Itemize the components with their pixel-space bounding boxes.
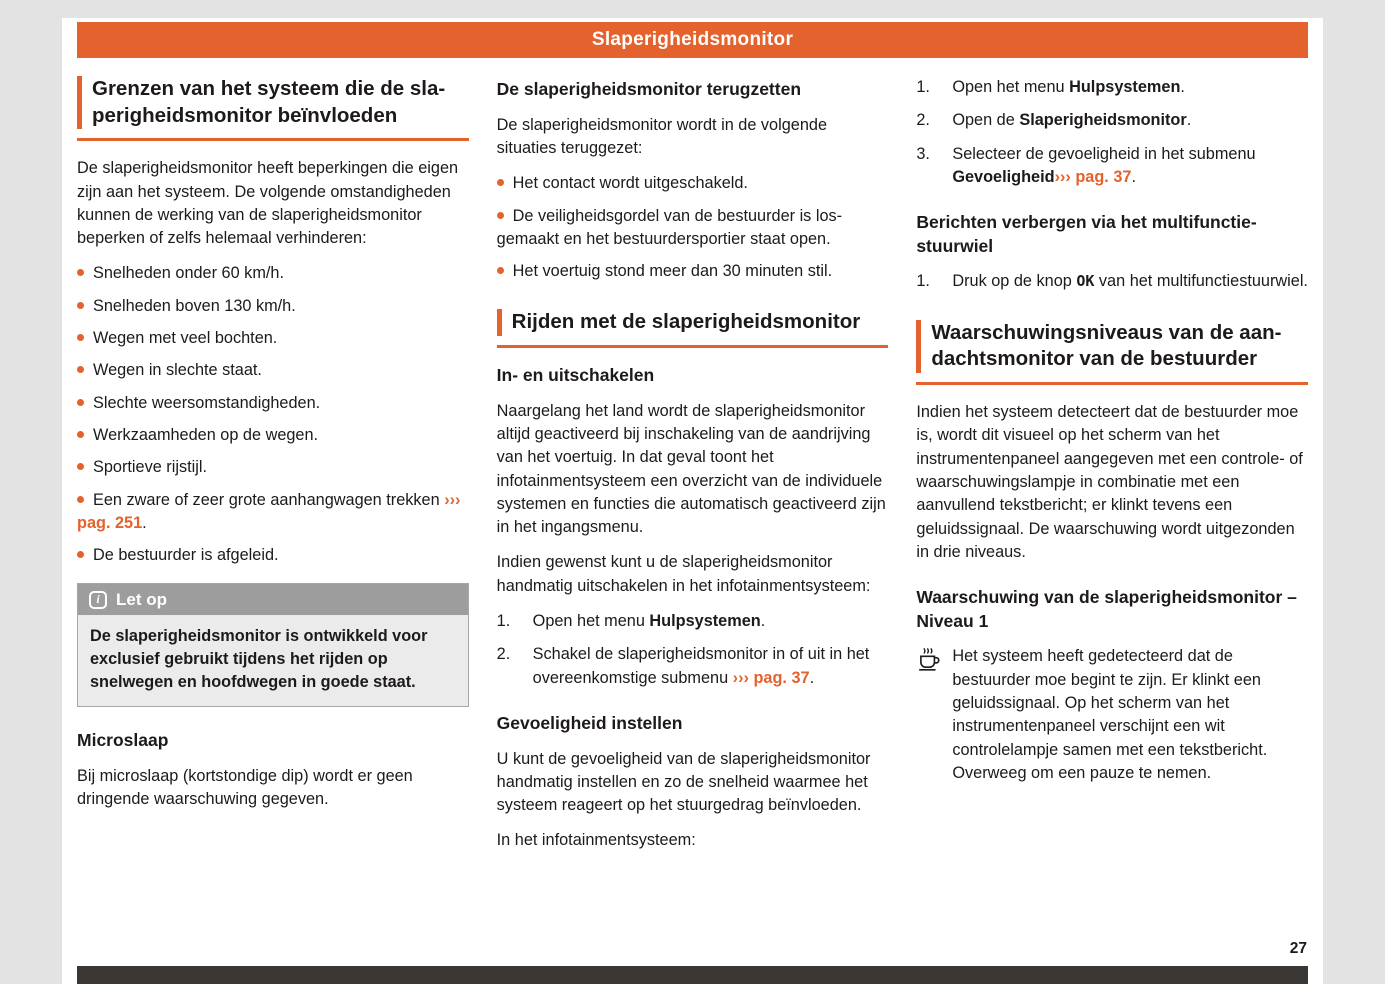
list-item <box>77 327 469 350</box>
coffee-cup-icon <box>916 646 942 672</box>
page-reference-link[interactable]: ››› pag. 37 <box>1054 167 1132 186</box>
step-text: Open de Slaperigheidsmonitor. <box>952 111 1192 130</box>
section-heading-text: Rijden met de slaperigheidsmonitor <box>497 309 889 336</box>
list-item <box>77 544 469 567</box>
note-header <box>78 584 468 615</box>
list-item-text: Wegen met veel bochten. <box>93 329 278 348</box>
section-heading-system-limits <box>77 76 469 141</box>
step-text: Schakel de slaperigheidsmonitor in of uit in het overeenkomstige submenu ››› pag. 37. <box>532 645 870 687</box>
step-number: 2. <box>916 111 930 130</box>
list-item <box>77 359 469 382</box>
page-reference-link[interactable]: ››› pag. 251 <box>77 490 461 532</box>
bullet-icon <box>77 496 84 503</box>
list-item-text: Snelheden onder 60 km/h. <box>93 264 284 283</box>
level1-warning-item <box>916 645 1308 785</box>
ok-button-key-label: OK <box>1076 272 1095 291</box>
paragraph-microsleep: Bij microslaap (kortstondige dip) wordt er geen dringende waarschuwing gegeven. <box>77 766 413 808</box>
column-right <box>916 76 1308 853</box>
section-heading-warning-levels <box>916 320 1308 385</box>
manual-page <box>62 18 1323 984</box>
note-body: De slaperigheidsmonitor is ontwikkeld voor exclusief gebruikt tijdens het rijden op snelwegen en hoofdwegen in goede staat. <box>78 615 468 705</box>
footer-bar <box>77 966 1308 984</box>
menu-item-name: Hulpsystemen <box>1069 78 1181 96</box>
list-item-text: . <box>142 513 147 532</box>
step-number: 2. <box>496 645 511 664</box>
section-heading-text: Grenzen van het systeem die de slaperigheidsmonitor beïnvloeden <box>77 76 469 129</box>
column-left <box>77 76 469 853</box>
list-item-text: De bestuurder is afgeleid. <box>93 546 279 565</box>
paragraph-on-off-2: Indien gewenst kunt u de slaperigheidsmonitor handmatig uitschakelen in het infotainmentsysteem: <box>496 553 871 595</box>
subheading-reset: De slaperigheidsmonitor terugzetten <box>496 79 802 99</box>
page-title: Slaperigheidsmonitor <box>591 29 794 50</box>
list-item-text: Het contact wordt uitgeschakeld. <box>512 174 748 193</box>
subheading-microsleep: Microslaap <box>77 729 169 750</box>
menu-item-name: Gevoeligheid <box>952 167 1055 186</box>
bullet-icon <box>497 212 504 219</box>
paragraph-on-off-1: Naargelang het land wordt de slaperigheidsmonitor altijd geactiveerd bij inschakeling van de aandrijving van het voertuig. In dat geval toont het infotainmentsysteem een overzicht van de individuele systemen en functies die automatisch geactiveerd zijn in het ingangsmenu. <box>496 401 886 537</box>
paragraph-sensitivity-1: U kunt de gevoeligheid van de slaperigheidsmonitor handmatig instellen en zo de snelheid waarmee het systeem reageert op het stuurgedrag beïnvloeden. <box>496 749 871 815</box>
step-item <box>916 143 1308 190</box>
list-item-text: Een zware of zeer grote aanhangwagen trekken <box>93 490 445 509</box>
info-icon: i <box>89 591 107 609</box>
bullet-icon <box>77 551 84 558</box>
menu-item-name: Hulpsystemen <box>649 612 761 631</box>
page-reference-link[interactable]: ››› pag. 37 <box>732 668 810 687</box>
bullet-icon <box>77 366 84 373</box>
step-item <box>497 610 889 633</box>
paragraph-sensitivity-2: In het infotainmentsysteem: <box>496 831 696 850</box>
list-item <box>497 260 889 283</box>
paragraph-reset-intro: De slaperigheidsmonitor wordt in de volgende situaties teruggezet: <box>496 115 827 157</box>
column-middle <box>497 76 889 853</box>
step-item <box>916 270 1308 293</box>
paragraph-warning-levels: Indien het systeem detecteert dat de bestuurder moe is, wordt dit visueel op het scherm van het instrumentenpaneel aangegeven met een controle- of waarschuwingslampje in combinatie met een aanvullend tekstbericht; er klinkt tevens een geluidssignaal. De waarschuwing wordt uitgezonden in drie niveaus. <box>916 403 1303 561</box>
list-item <box>77 424 469 447</box>
list-item <box>77 392 469 415</box>
step-number: 3. <box>916 144 930 163</box>
list-item-text: Het voertuig stond meer dan 30 minuten stil. <box>512 262 833 281</box>
step-number: 1. <box>916 272 930 291</box>
step-text: Open het menu Hulpsystemen. <box>532 612 766 631</box>
bullet-icon <box>497 267 504 274</box>
bullet-icon <box>77 399 84 406</box>
section-heading-driving <box>497 309 889 348</box>
bullet-icon <box>77 334 84 341</box>
page-number: 27 <box>1289 940 1307 957</box>
step-item <box>916 109 1308 132</box>
subheading-on-off: In- en uitschakelen <box>496 365 655 386</box>
list-item-text: Wegen in slechte staat. <box>93 361 262 380</box>
list-item-text: Sportieve rijstijl. <box>93 458 208 477</box>
list-item-towing <box>77 489 469 536</box>
list-item <box>77 262 469 285</box>
menu-item-name: Slaperigheidsmonitor <box>1019 111 1187 130</box>
step-text: Selecteer de gevoeligheid in het submenu Gevoeligheid››› pag. 37. <box>952 144 1256 186</box>
bullet-icon <box>77 269 84 276</box>
list-item <box>497 172 889 195</box>
bullet-icon <box>497 179 504 186</box>
step-item <box>916 76 1308 99</box>
list-item <box>77 456 469 479</box>
step-text: Druk op de knop OK van het multifunctiestuurwiel. <box>952 272 1308 291</box>
bullet-icon <box>77 431 84 438</box>
note-title: Let op <box>116 589 167 609</box>
list-item <box>77 295 469 318</box>
step-number: 1. <box>916 78 930 96</box>
section-heading-text: Waarschuwingsniveaus van de aandachtsmonitor van de bestuurder <box>916 320 1308 373</box>
page-header-bar <box>77 22 1308 58</box>
content-columns <box>77 76 1308 853</box>
step-number: 1. <box>496 612 511 631</box>
list-item-text: Snelheden boven 130 km/h. <box>93 296 296 315</box>
note-box <box>77 583 469 706</box>
bullet-icon <box>77 463 84 470</box>
step-item <box>497 643 889 690</box>
bullet-icon <box>77 302 84 309</box>
paragraph-limits-intro: De slaperigheidsmonitor heeft beperkingen die eigen zijn aan het systeem. De volgende omstandigheden kunnen de werking van de slaperigheidsmonitor beperken of zelfs helemaal verhinderen: <box>77 159 459 248</box>
level1-warning-text: Het systeem heeft gedetecteerd dat de bestuurder moe begint te zijn. Er klinkt een geluidssignaal. Op het scherm van het instrumentenpaneel verschijnt een wit controlelampje samen met een tekstbericht. Overweeg om een pauze te nemen. <box>952 647 1268 782</box>
list-item-text: Werkzaamheden op de wegen. <box>93 425 319 444</box>
subheading-level-1: Waarschuwing van de slaperigheidsmonitor – Niveau 1 <box>916 587 1297 631</box>
subheading-sensitivity: Gevoeligheid instellen <box>496 712 683 733</box>
list-item-text: De veiligheidsgordel van de bestuurder is losgemaakt en het bestuurdersportier staat open. <box>496 206 843 248</box>
step-text: Open het menu Hulpsystemen. <box>952 78 1185 96</box>
list-item-text: Slechte weersomstandigheden. <box>93 393 321 412</box>
subheading-hide-messages: Berichten verbergen via het multifunctiestuurwiel <box>916 212 1257 256</box>
list-item <box>497 205 889 252</box>
